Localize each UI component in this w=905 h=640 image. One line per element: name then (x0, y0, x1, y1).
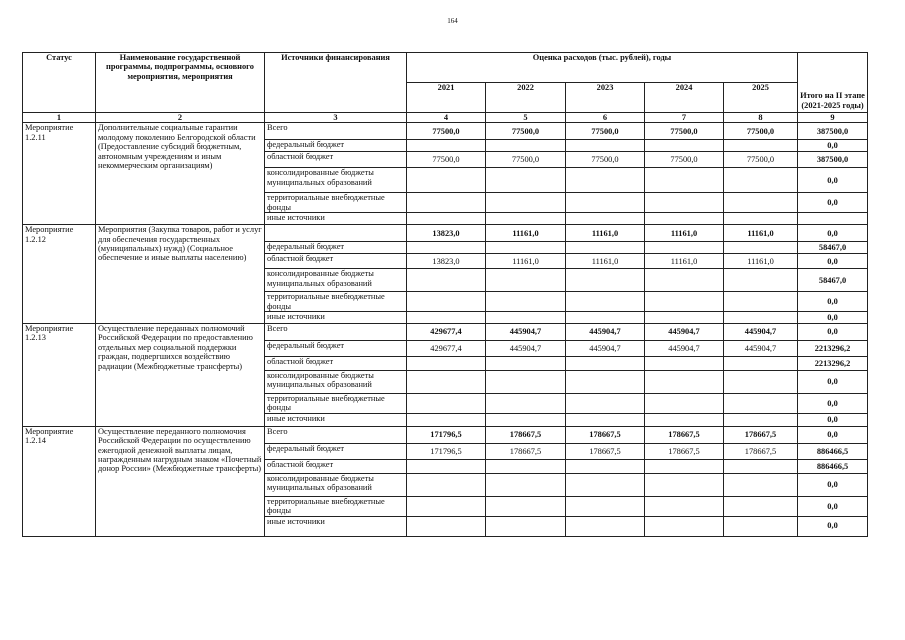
year-value-cell (407, 516, 486, 536)
funding-source-cell: федеральный бюджет (265, 443, 407, 459)
year-value-cell: 178667,5 (566, 443, 645, 459)
header-status: Статус (23, 53, 96, 113)
funding-source-cell: иные источники (265, 213, 407, 225)
year-value-cell (407, 292, 486, 312)
total-value-cell: 387500,0 (798, 152, 868, 168)
total-value-cell: 886466,5 (798, 459, 868, 473)
year-value-cell (645, 413, 724, 426)
year-value-cell: 178667,5 (645, 426, 724, 443)
year-value-cell (724, 496, 798, 516)
total-value-cell: 2213296,2 (798, 357, 868, 371)
year-value-cell: 11161,0 (566, 254, 645, 269)
year-value-cell (407, 357, 486, 371)
total-value-cell: 0,0 (798, 516, 868, 536)
year-value-cell (724, 357, 798, 371)
page-number: 164 (447, 17, 458, 25)
total-value-cell: 0,0 (798, 193, 868, 213)
measure-name-cell: Мероприятия (Закупка товаров, работ и услуг для обеспечения государственных (муниципальных) нужд) (Социальное обеспечение и иные выплаты населению) (96, 225, 265, 324)
column-index: 7 (645, 113, 724, 123)
year-value-cell: 13823,0 (407, 254, 486, 269)
funding-source-cell: консолидированные бюджеты муниципальных образований (265, 371, 407, 394)
funding-source-cell: консолидированные бюджеты муниципальных образований (265, 269, 407, 292)
year-value-cell: 429677,4 (407, 324, 486, 341)
year-value-cell (645, 140, 724, 152)
year-value-cell: 178667,5 (486, 426, 566, 443)
table-row (23, 324, 868, 341)
year-value-cell (407, 496, 486, 516)
year-value-cell (486, 213, 566, 225)
total-value-cell: 0,0 (798, 140, 868, 152)
year-value-cell (407, 213, 486, 225)
header-year: 2025 (724, 83, 798, 113)
column-index: 2 (96, 113, 265, 123)
year-value-cell: 445904,7 (724, 341, 798, 357)
year-value-cell (724, 193, 798, 213)
year-value-cell (566, 496, 645, 516)
year-value-cell (645, 473, 724, 496)
total-value-cell: 886466,5 (798, 443, 868, 459)
funding-source-cell: федеральный бюджет (265, 140, 407, 152)
year-value-cell: 11161,0 (645, 225, 724, 242)
year-value-cell: 171796,5 (407, 426, 486, 443)
status-cell: Мероприятие 1.2.14 (23, 426, 96, 536)
year-value-cell: 445904,7 (566, 341, 645, 357)
year-value-cell (486, 516, 566, 536)
year-value-cell (724, 394, 798, 414)
funding-source-cell: иные источники (265, 413, 407, 426)
status-cell: Мероприятие 1.2.13 (23, 324, 96, 427)
header-estimate: Оценка расходов (тыс. рублей), годы (407, 53, 798, 83)
measure-name-cell: Дополнительные социальные гарантии молодому поколению Белгородской области (Предоставление субсидий бюджетным, автономным учреждениям и иным некоммерческим организациям) (96, 123, 265, 225)
year-value-cell (566, 292, 645, 312)
year-value-cell: 77500,0 (645, 123, 724, 140)
year-value-cell (724, 292, 798, 312)
header-year: 2021 (407, 83, 486, 113)
year-value-cell: 77500,0 (566, 152, 645, 168)
year-value-cell (645, 371, 724, 394)
funding-source-cell: областной бюджет (265, 357, 407, 371)
year-value-cell (486, 371, 566, 394)
funding-source-cell (265, 225, 407, 242)
year-value-cell: 178667,5 (566, 426, 645, 443)
year-value-cell (407, 140, 486, 152)
year-value-cell (486, 292, 566, 312)
budget-table-body (23, 123, 868, 536)
year-value-cell (645, 292, 724, 312)
status-cell: Мероприятие 1.2.12 (23, 225, 96, 324)
column-index-row (23, 113, 868, 123)
year-value-cell: 445904,7 (486, 341, 566, 357)
measure-name-cell: Осуществление переданных полномочий Российской Федерации по предоставлению отдельных мер социальной поддержки граждан, подвергшихся воздействию радиации (Межбюджетные трансферты) (96, 324, 265, 427)
header-name: Наименование государственной программы, подпрограммы, основного мероприятия, мероприятия (96, 53, 265, 113)
funding-source-cell: Всего (265, 324, 407, 341)
funding-source-cell: территориальные внебюджетные фонды (265, 193, 407, 213)
year-value-cell (566, 193, 645, 213)
year-value-cell (566, 269, 645, 292)
column-index: 5 (486, 113, 566, 123)
funding-source-cell: Всего (265, 123, 407, 140)
funding-source-cell: иные источники (265, 516, 407, 536)
total-value-cell: 0,0 (798, 324, 868, 341)
year-value-cell: 178667,5 (486, 443, 566, 459)
year-value-cell: 77500,0 (566, 123, 645, 140)
table-row (23, 225, 868, 242)
year-value-cell (645, 269, 724, 292)
year-value-cell: 11161,0 (486, 254, 566, 269)
year-value-cell (407, 473, 486, 496)
funding-source-cell: территориальные внебюджетные фонды (265, 292, 407, 312)
total-value-cell: 58467,0 (798, 269, 868, 292)
year-value-cell (645, 213, 724, 225)
total-value-cell: 0,0 (798, 292, 868, 312)
year-value-cell (407, 168, 486, 193)
column-index: 1 (23, 113, 96, 123)
year-value-cell: 13823,0 (407, 225, 486, 242)
year-value-cell (724, 371, 798, 394)
year-value-cell (724, 242, 798, 254)
funding-source-cell: консолидированные бюджеты муниципальных образований (265, 168, 407, 193)
year-value-cell (724, 269, 798, 292)
year-value-cell (486, 496, 566, 516)
budget-table (22, 52, 868, 537)
total-value-cell: 58467,0 (798, 242, 868, 254)
year-value-cell (645, 193, 724, 213)
funding-source-cell: территориальные внебюджетные фонды (265, 496, 407, 516)
year-value-cell (724, 312, 798, 324)
year-value-cell: 77500,0 (724, 123, 798, 140)
year-value-cell (486, 473, 566, 496)
year-value-cell: 445904,7 (486, 324, 566, 341)
table-row (23, 123, 868, 140)
year-value-cell: 77500,0 (486, 123, 566, 140)
year-value-cell (645, 459, 724, 473)
year-value-cell (407, 269, 486, 292)
year-value-cell (566, 242, 645, 254)
year-value-cell (566, 357, 645, 371)
year-value-cell: 171796,5 (407, 443, 486, 459)
status-cell: Мероприятие 1.2.11 (23, 123, 96, 225)
funding-source-cell: федеральный бюджет (265, 341, 407, 357)
year-value-cell (486, 168, 566, 193)
year-value-cell (724, 473, 798, 496)
header-total: Итого на II этапе (2021-2025 годы) (798, 53, 868, 113)
measure-name-cell: Осуществление переданного полномочия Российской Федерации по осуществлению ежегодной денежной выплаты лицам, награжденным нагрудным знаком «Почетный донор России» (Межбюджетные трансферты) (96, 426, 265, 536)
year-value-cell (486, 312, 566, 324)
year-value-cell (486, 242, 566, 254)
year-value-cell (724, 168, 798, 193)
total-value-cell: 2213296,2 (798, 341, 868, 357)
year-value-cell: 178667,5 (724, 443, 798, 459)
year-value-cell (724, 516, 798, 536)
year-value-cell (566, 140, 645, 152)
year-value-cell (566, 473, 645, 496)
year-value-cell: 445904,7 (645, 324, 724, 341)
year-value-cell (566, 394, 645, 414)
year-value-cell (645, 516, 724, 536)
year-value-cell: 178667,5 (724, 426, 798, 443)
year-value-cell: 445904,7 (645, 341, 724, 357)
total-value-cell: 0,0 (798, 225, 868, 242)
year-value-cell (645, 394, 724, 414)
year-value-cell (645, 312, 724, 324)
year-value-cell (407, 394, 486, 414)
year-value-cell (724, 459, 798, 473)
year-value-cell (407, 459, 486, 473)
year-value-cell (407, 371, 486, 394)
funding-source-cell: консолидированные бюджеты муниципальных образований (265, 473, 407, 496)
total-value-cell: 0,0 (798, 426, 868, 443)
column-index: 8 (724, 113, 798, 123)
year-value-cell: 77500,0 (407, 152, 486, 168)
year-value-cell (407, 242, 486, 254)
header-sources: Источники финансирования (265, 53, 407, 113)
year-value-cell: 77500,0 (724, 152, 798, 168)
year-value-cell: 445904,7 (724, 324, 798, 341)
year-value-cell (486, 193, 566, 213)
header-year: 2024 (645, 83, 724, 113)
total-value-cell: 0,0 (798, 254, 868, 269)
total-value-cell: 0,0 (798, 394, 868, 414)
year-value-cell (407, 312, 486, 324)
column-index: 6 (566, 113, 645, 123)
year-value-cell: 77500,0 (645, 152, 724, 168)
column-index: 4 (407, 113, 486, 123)
year-value-cell (724, 140, 798, 152)
year-value-cell (566, 371, 645, 394)
year-value-cell: 11161,0 (724, 225, 798, 242)
year-value-cell (566, 213, 645, 225)
funding-source-cell: иные источники (265, 312, 407, 324)
column-index: 9 (798, 113, 868, 123)
header-year: 2022 (486, 83, 566, 113)
year-value-cell (724, 213, 798, 225)
funding-source-cell: Всего (265, 426, 407, 443)
year-value-cell (566, 168, 645, 193)
funding-source-cell: федеральный бюджет (265, 242, 407, 254)
year-value-cell (566, 413, 645, 426)
year-value-cell (486, 459, 566, 473)
header-year: 2023 (566, 83, 645, 113)
budget-table-container (22, 52, 867, 537)
year-value-cell (407, 413, 486, 426)
year-value-cell: 429677,4 (407, 341, 486, 357)
year-value-cell (645, 168, 724, 193)
year-value-cell (566, 312, 645, 324)
year-value-cell (566, 459, 645, 473)
year-value-cell (486, 140, 566, 152)
year-value-cell: 178667,5 (645, 443, 724, 459)
year-value-cell (645, 357, 724, 371)
year-value-cell (486, 269, 566, 292)
year-value-cell (486, 394, 566, 414)
funding-source-cell: областной бюджет (265, 254, 407, 269)
total-value-cell: 0,0 (798, 413, 868, 426)
year-value-cell (407, 193, 486, 213)
year-value-cell (486, 357, 566, 371)
total-value-cell: 0,0 (798, 496, 868, 516)
year-value-cell: 11161,0 (486, 225, 566, 242)
year-value-cell: 11161,0 (645, 254, 724, 269)
year-value-cell: 11161,0 (724, 254, 798, 269)
year-value-cell (645, 496, 724, 516)
total-value-cell: 387500,0 (798, 123, 868, 140)
table-row (23, 426, 868, 443)
year-value-cell (645, 242, 724, 254)
year-value-cell: 11161,0 (566, 225, 645, 242)
total-value-cell: 0,0 (798, 168, 868, 193)
total-value-cell: 0,0 (798, 312, 868, 324)
year-value-cell (566, 516, 645, 536)
funding-source-cell: территориальные внебюджетные фонды (265, 394, 407, 414)
year-value-cell: 77500,0 (407, 123, 486, 140)
year-value-cell: 77500,0 (486, 152, 566, 168)
year-value-cell (486, 413, 566, 426)
total-value-cell: 0,0 (798, 371, 868, 394)
year-value-cell (724, 413, 798, 426)
year-value-cell: 445904,7 (566, 324, 645, 341)
total-value-cell: 0,0 (798, 473, 868, 496)
total-value-cell (798, 213, 868, 225)
column-index: 3 (265, 113, 407, 123)
funding-source-cell: областной бюджет (265, 459, 407, 473)
funding-source-cell: областной бюджет (265, 152, 407, 168)
